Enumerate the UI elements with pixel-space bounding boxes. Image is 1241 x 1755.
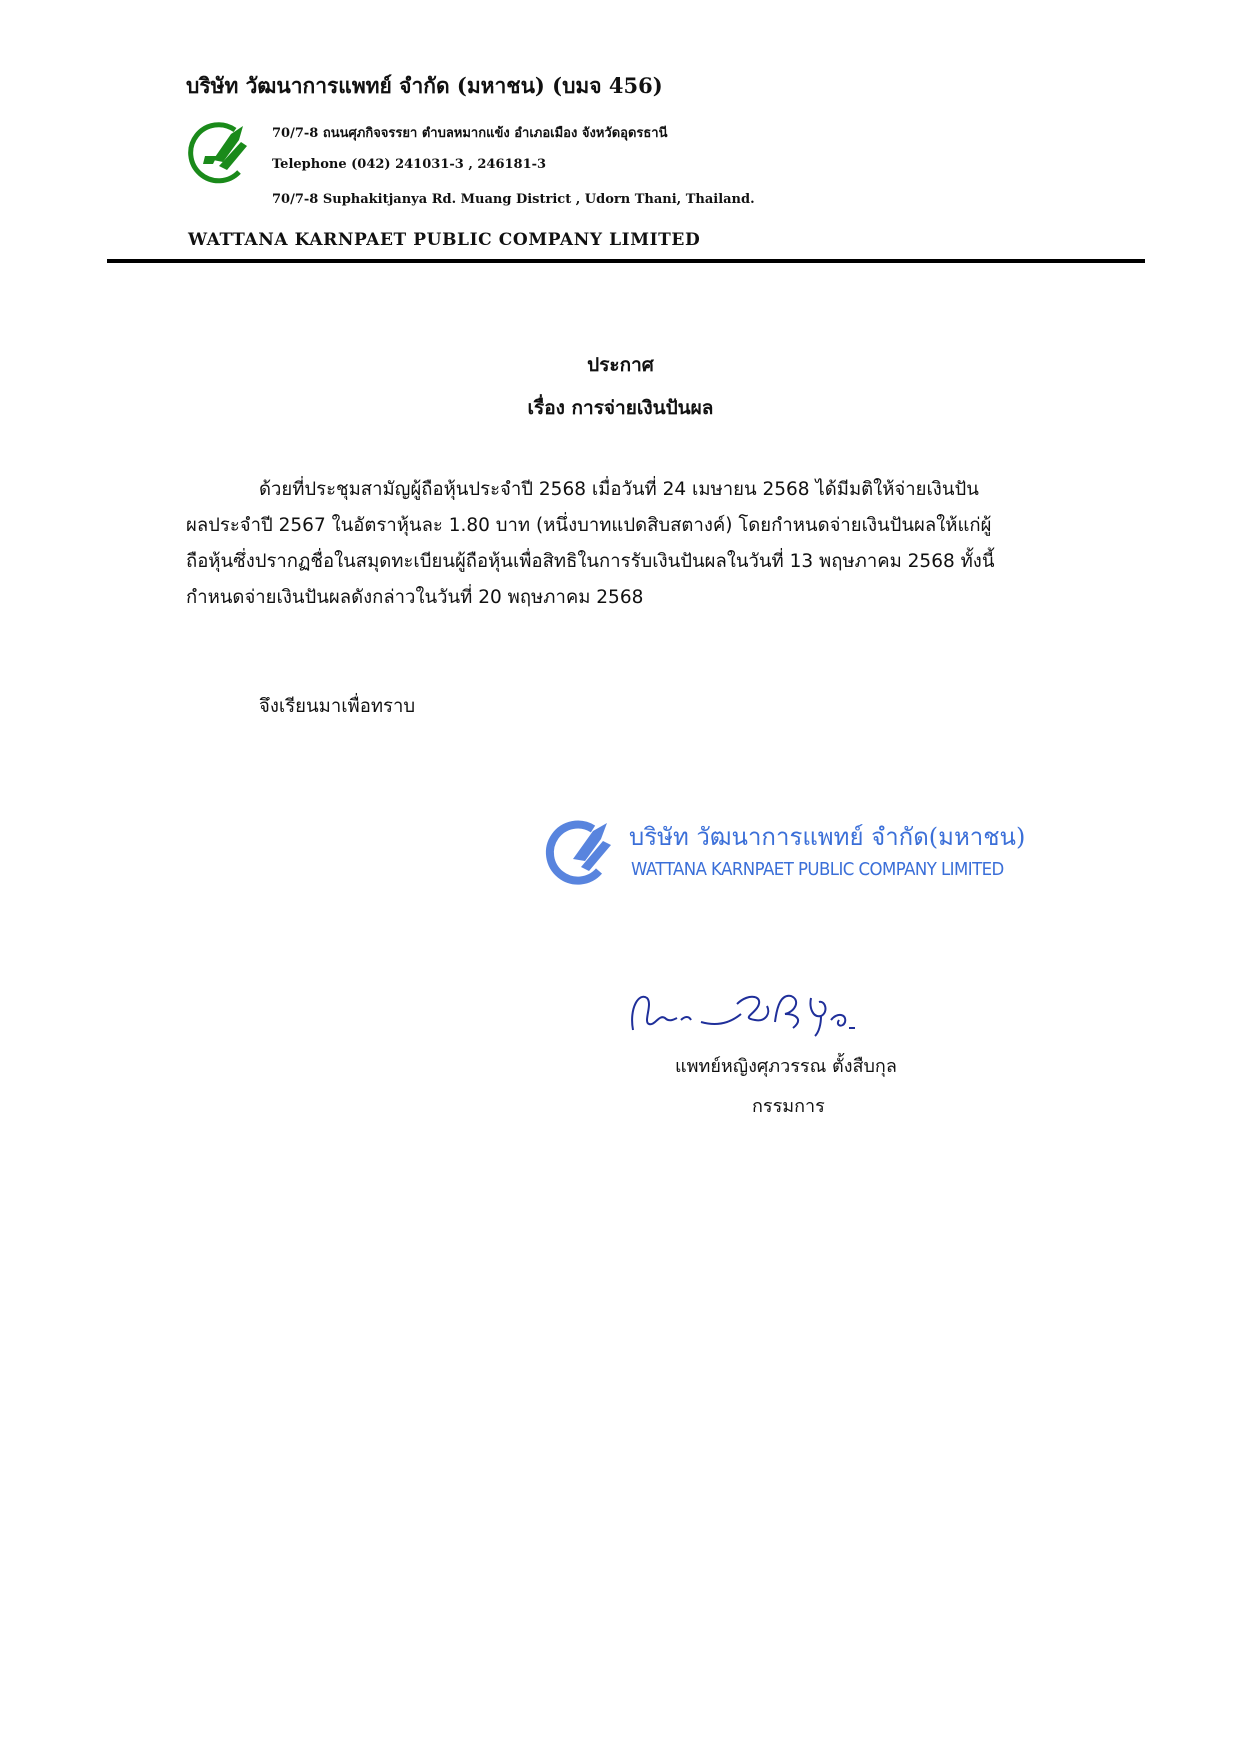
handwritten-signature — [625, 978, 905, 1040]
body-line: กำหนดจ่ายเงินปันผลดังกล่าวในวันที่ 20 พฤษภาคม 2568 — [186, 587, 644, 608]
stamp-company-english: WATTANA KARNPAET PUBLIC COMPANY LIMITED — [631, 859, 1004, 880]
signatory-position: กรรมการ — [752, 1096, 825, 1117]
announcement-subject: เรื่อง การจ่ายเงินปันผล — [527, 397, 714, 419]
stamp-company-thai: บริษัท วัฒนาการแพทย์ จำกัด(มหาชน) — [629, 823, 1026, 851]
announcement-body — [186, 472, 1086, 616]
company-logo-icon — [183, 116, 253, 188]
address-english: 70/7-8 Suphakitjanya Rd. Muang District , Udorn Thani, Thailand. — [272, 192, 755, 207]
body-line: ผลประจำปี 2567 ในอัตราหุ้นละ 1.80 บาท (หนึ่งบาทแปดสิบสตางค์) โดยกำหนดจ่ายเงินปันผลให้แก่ผู้ — [186, 515, 992, 536]
company-stamp — [543, 801, 1026, 911]
header-divider — [107, 259, 1145, 263]
company-name-english: WATTANA KARNPAET PUBLIC COMPANY LIMITED — [188, 230, 701, 250]
signatory-name: แพทย์หญิงศุภวรรณ ตั้งสืบกุล — [675, 1056, 897, 1077]
announcement-heading: ประกาศ — [587, 354, 654, 376]
address-thai: 70/7-8 ถนนศุภกิจจรรยา ตำบลหมากแข้ง อำเภอเมือง จังหวัดอุดรธานี — [272, 126, 668, 141]
body-line: ด้วยที่ประชุมสามัญผู้ถือหุ้นประจำปี 2568 เมื่อวันที่ 24 เมษายน 2568 ได้มีมติให้จ่ายเงินปัน — [259, 479, 979, 500]
stamp-logo-icon — [543, 813, 615, 887]
body-line: ถือหุ้นซึ่งปรากฏชื่อในสมุดทะเบียนผู้ถือหุ้นเพื่อสิทธิในการรับเงินปันผลในวันที่ 13 พฤษภาคม 2568 ทั้งนี้ — [186, 551, 995, 572]
company-name-thai: บริษัท วัฒนาการแพทย์ จำกัด (มหาชน) (บมจ 456) — [186, 73, 663, 98]
telephone: Telephone (042) 241031-3 , 246181-3 — [272, 157, 547, 172]
closing-line: จึงเรียนมาเพื่อทราบ — [259, 696, 416, 717]
